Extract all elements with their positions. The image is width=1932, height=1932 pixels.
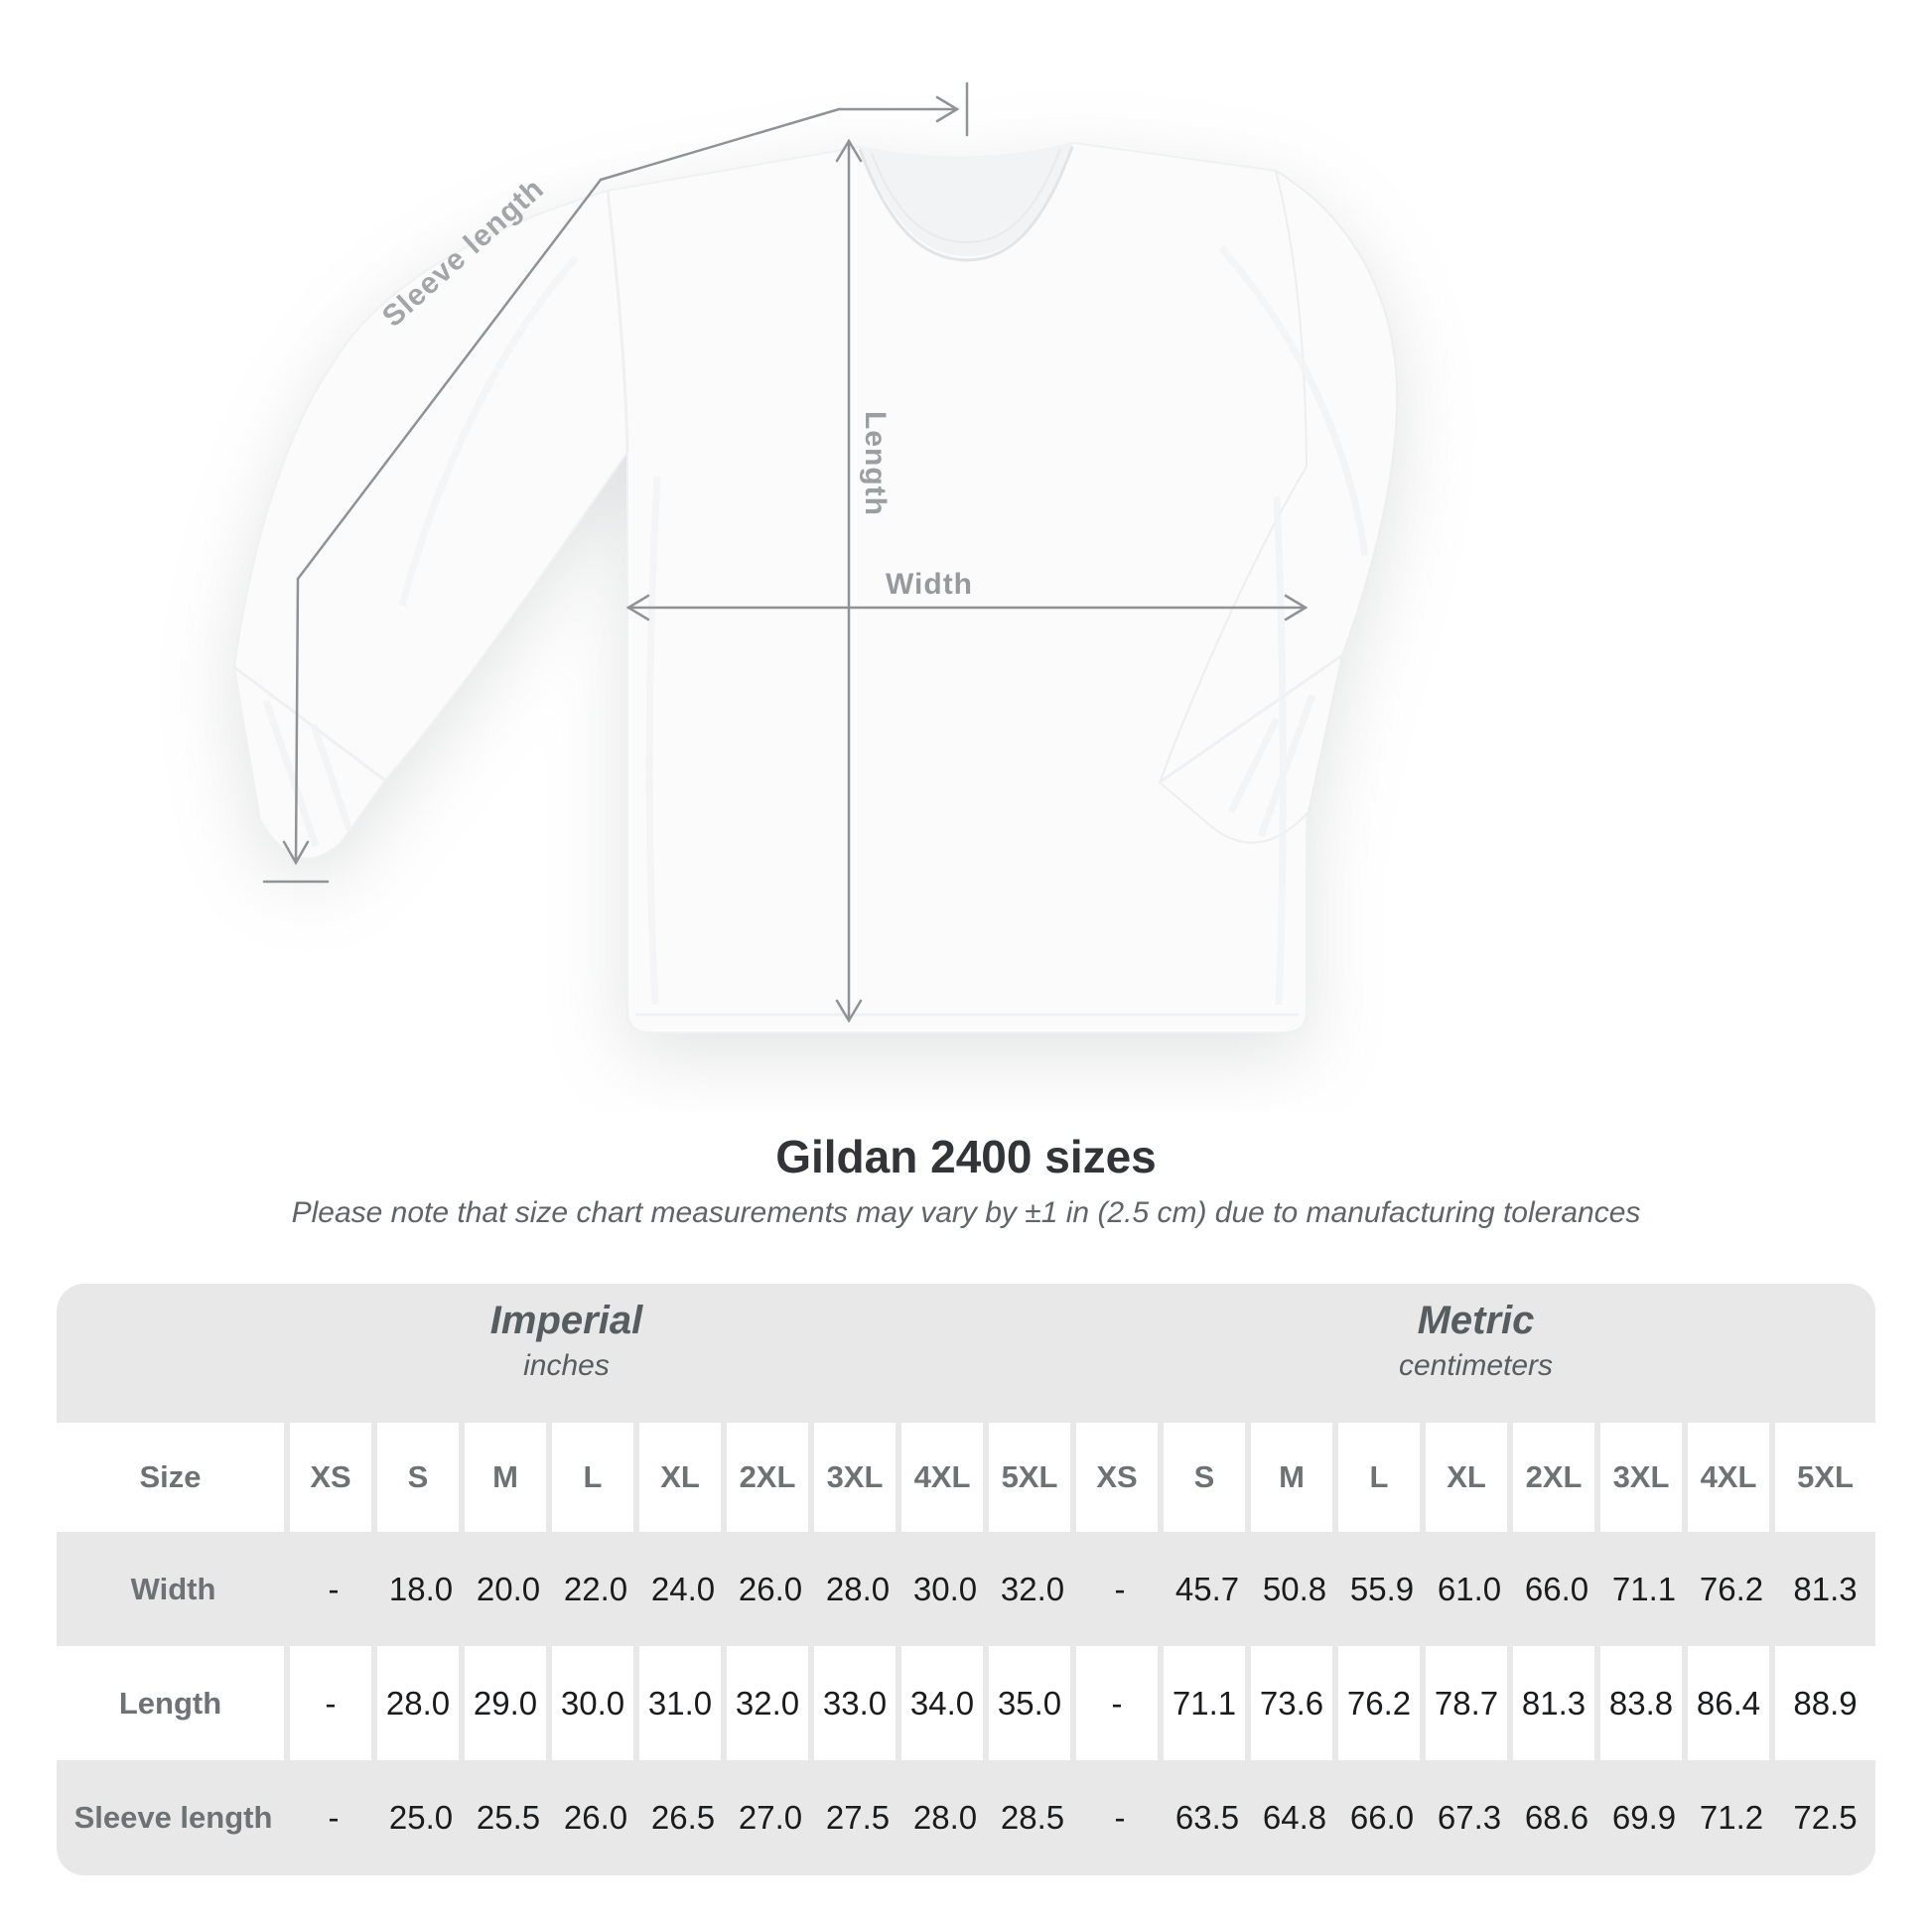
value-cell: 24.0 [650,1570,716,1607]
value-cell: 18.0 [388,1570,454,1607]
row-label-width: Width [130,1571,216,1606]
size-header-metric-xs: XS [1076,1423,1164,1532]
size-column-header: Size [57,1423,290,1532]
value-cell: 76.2 [1338,1646,1426,1760]
width-label: Width [885,568,974,601]
value-cell: 28.0 [825,1570,891,1607]
page-title: Gildan 2400 sizes [775,1131,1157,1182]
row-label-sleeve-length: Sleeve length [73,1800,273,1835]
value-cell: 86.4 [1688,1646,1775,1760]
value-cell: - [1076,1646,1164,1760]
value-cell: 27.0 [738,1799,803,1836]
value-cell: 81.3 [1513,1646,1600,1760]
value-cell: 30.0 [912,1570,978,1607]
value-cell: - [1114,1799,1126,1836]
value-cell: 66.0 [1349,1799,1415,1836]
unit-group-metric [1076,1284,1875,1423]
value-cell: 72.5 [1793,1799,1858,1836]
value-cell: 35.0 [989,1646,1076,1760]
size-header-imperial-3xl: 3XL [814,1423,901,1532]
value-cell: 34.0 [901,1646,989,1760]
value-cell: 63.5 [1174,1799,1240,1836]
value-cell: 81.3 [1793,1570,1858,1607]
size-header-imperial-xl: XL [639,1423,727,1532]
unit-group-imperial [57,1284,1076,1423]
size-header-imperial-xs: XS [290,1423,377,1532]
value-cell: 26.5 [650,1799,716,1836]
value-cell: 83.8 [1600,1646,1688,1760]
value-cell: 20.0 [476,1570,541,1607]
value-cell: 50.8 [1262,1570,1327,1607]
value-cell: - [328,1570,340,1607]
size-header-imperial-2xl: 2XL [727,1423,814,1532]
value-cell: 68.6 [1524,1799,1589,1836]
row-label-length: Length [57,1646,290,1760]
size-header-metric-2xl: 2XL [1513,1423,1600,1532]
size-header-imperial-l: L [552,1423,639,1532]
size-header-metric-4xl: 4XL [1688,1423,1775,1532]
size-header-metric-3xl: 3XL [1600,1423,1688,1532]
size-header-metric-l: L [1338,1423,1426,1532]
value-cell: 71.1 [1164,1646,1251,1760]
value-cell: 30.0 [552,1646,639,1760]
unit-group-name: Imperial [489,1299,643,1342]
sleeve-length-label: Sleeve length [375,172,551,334]
value-cell: 73.6 [1251,1646,1338,1760]
value-cell: 67.3 [1437,1799,1502,1836]
size-header-metric-s: S [1164,1423,1251,1532]
value-cell: 32.0 [1000,1570,1065,1607]
value-cell: 88.9 [1775,1646,1875,1760]
value-cell: 26.0 [563,1799,628,1836]
value-cell: 76.2 [1699,1570,1764,1607]
value-cell: - [328,1799,340,1836]
value-cell: 22.0 [563,1570,628,1607]
value-cell: 28.0 [912,1799,978,1836]
unit-group-unit: centimeters [1398,1349,1554,1382]
value-cell: 45.7 [1174,1570,1240,1607]
size-table-card [57,1284,1875,1875]
value-cell: 32.0 [727,1646,814,1760]
value-cell: 27.5 [825,1799,891,1836]
value-cell: 64.8 [1262,1799,1327,1836]
value-cell: 26.0 [738,1570,803,1607]
size-table-grid [57,1284,1875,1875]
value-cell: 29.0 [465,1646,552,1760]
value-cell: 25.5 [476,1799,541,1836]
value-cell: 28.0 [377,1646,465,1760]
unit-group-unit: inches [523,1349,610,1382]
size-header-imperial-5xl: 5XL [989,1423,1076,1532]
size-header-imperial-m: M [465,1423,552,1532]
value-cell: 71.2 [1699,1799,1764,1836]
unit-group-name: Metric [1417,1299,1535,1342]
value-cell: - [1114,1570,1126,1607]
size-header-imperial-4xl: 4XL [901,1423,989,1532]
value-cell: 55.9 [1349,1570,1415,1607]
size-header-metric-5xl: 5XL [1775,1423,1875,1532]
value-cell: 66.0 [1524,1570,1589,1607]
value-cell: 61.0 [1437,1570,1502,1607]
value-cell: - [290,1646,377,1760]
value-cell: 31.0 [639,1646,727,1760]
value-cell: 78.7 [1426,1646,1513,1760]
length-label: Length [859,411,892,516]
value-cell: 28.5 [1000,1799,1065,1836]
value-cell: 25.0 [388,1799,454,1836]
size-header-imperial-s: S [377,1423,465,1532]
value-cell: 69.9 [1611,1799,1677,1836]
value-cell: 71.1 [1611,1570,1677,1607]
size-header-metric-xl: XL [1426,1423,1513,1532]
size-header-metric-m: M [1251,1423,1338,1532]
tolerance-note: Please note that size chart measurements may vary by ±1 in (2.5 cm) due to manufacturing tolerances [291,1196,1641,1229]
shirt-silhouette [234,143,1307,1033]
value-cell: 33.0 [814,1646,901,1760]
